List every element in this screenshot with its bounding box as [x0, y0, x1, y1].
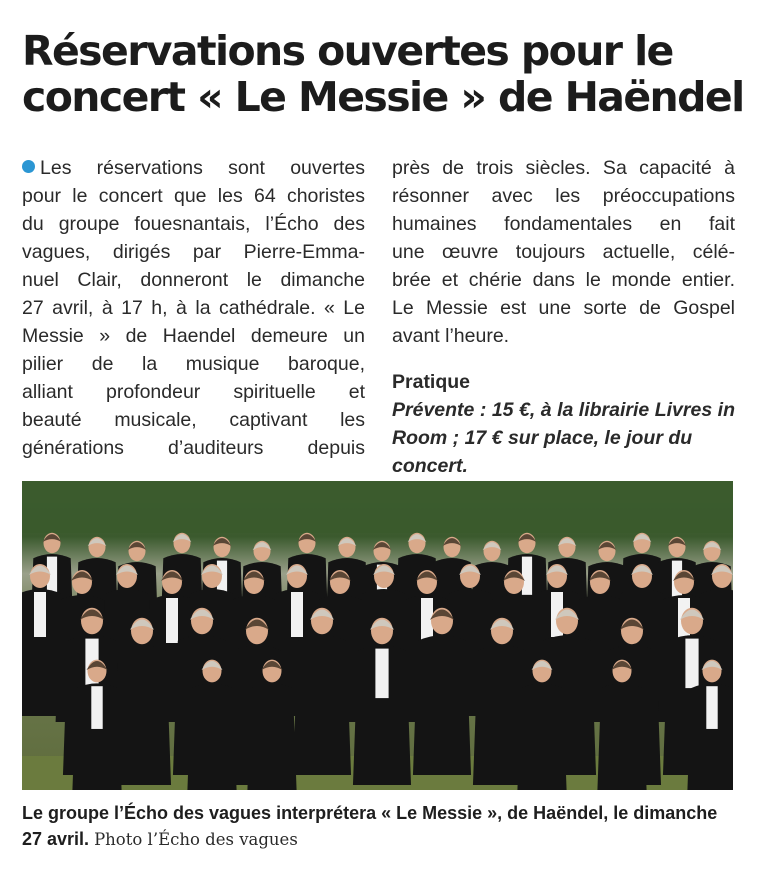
- body-line: beauté musicale, captivant les: [22, 409, 365, 431]
- body-line: alliant profondeur spirituelle et: [22, 381, 365, 403]
- pratique-line: Prévente : 15 €, à la librairie Livres in: [392, 399, 735, 421]
- tree-line: [22, 481, 733, 533]
- body-line: brée et chérie dans le monde entier.: [392, 269, 735, 291]
- headline-line-1: Réservations ouvertes pour le: [22, 27, 673, 75]
- body-line: près de trois siècles. Sa capacité à: [392, 157, 735, 179]
- headline-line-2: concert « Le Messie » de Haëndel: [22, 73, 744, 121]
- choir-photo-illustration: [22, 481, 733, 790]
- caption-text: Le groupe l’Écho des vagues interprétera « Le Messie », de Haëndel, le dimanche: [22, 803, 718, 823]
- bullet-icon: [22, 160, 35, 173]
- article-column-right: [392, 154, 735, 477]
- body-line: Le Messie est une sorte de Gospel: [392, 297, 735, 319]
- body-line: pilier de la musique baroque,: [22, 353, 365, 375]
- body-line: nuel Clair, donneront le dimanche: [22, 269, 365, 291]
- photo-credit: Photo l’Écho des vagues: [94, 830, 298, 849]
- body-line: pour le concert que les 64 choristes: [22, 185, 365, 207]
- caption-date: 27 avril.: [22, 829, 90, 849]
- body-line: Les réservations sont ouvertes: [22, 154, 365, 182]
- choir-singers: [22, 533, 733, 790]
- body-line: générations d’auditeurs depuis: [22, 437, 365, 459]
- body-line: résonner avec les préoccupations: [392, 185, 735, 207]
- headline: [22, 28, 762, 120]
- photo-caption: [22, 800, 738, 853]
- article-column-left: [22, 154, 365, 462]
- body-line: une œuvre toujours actuelle, célé-: [392, 241, 735, 263]
- body-line: du groupe fouesnantais, l’Écho des: [22, 213, 365, 235]
- pratique-line: Room ; 17 € sur place, le jour du concert.: [392, 427, 693, 477]
- choir-photo: [22, 481, 733, 790]
- body-line: 27 avril, à 17 h, à la cathédrale. « Le: [22, 297, 365, 319]
- body-line: avant l’heure.: [392, 325, 510, 347]
- body-line: humaines fondamentales en fait: [392, 213, 735, 235]
- pratique-title: Pratique: [392, 371, 471, 393]
- body-line: vagues, dirigés par Pierre-Emma-: [22, 241, 365, 263]
- body-line: Messie » de Haendel demeure un: [22, 325, 365, 347]
